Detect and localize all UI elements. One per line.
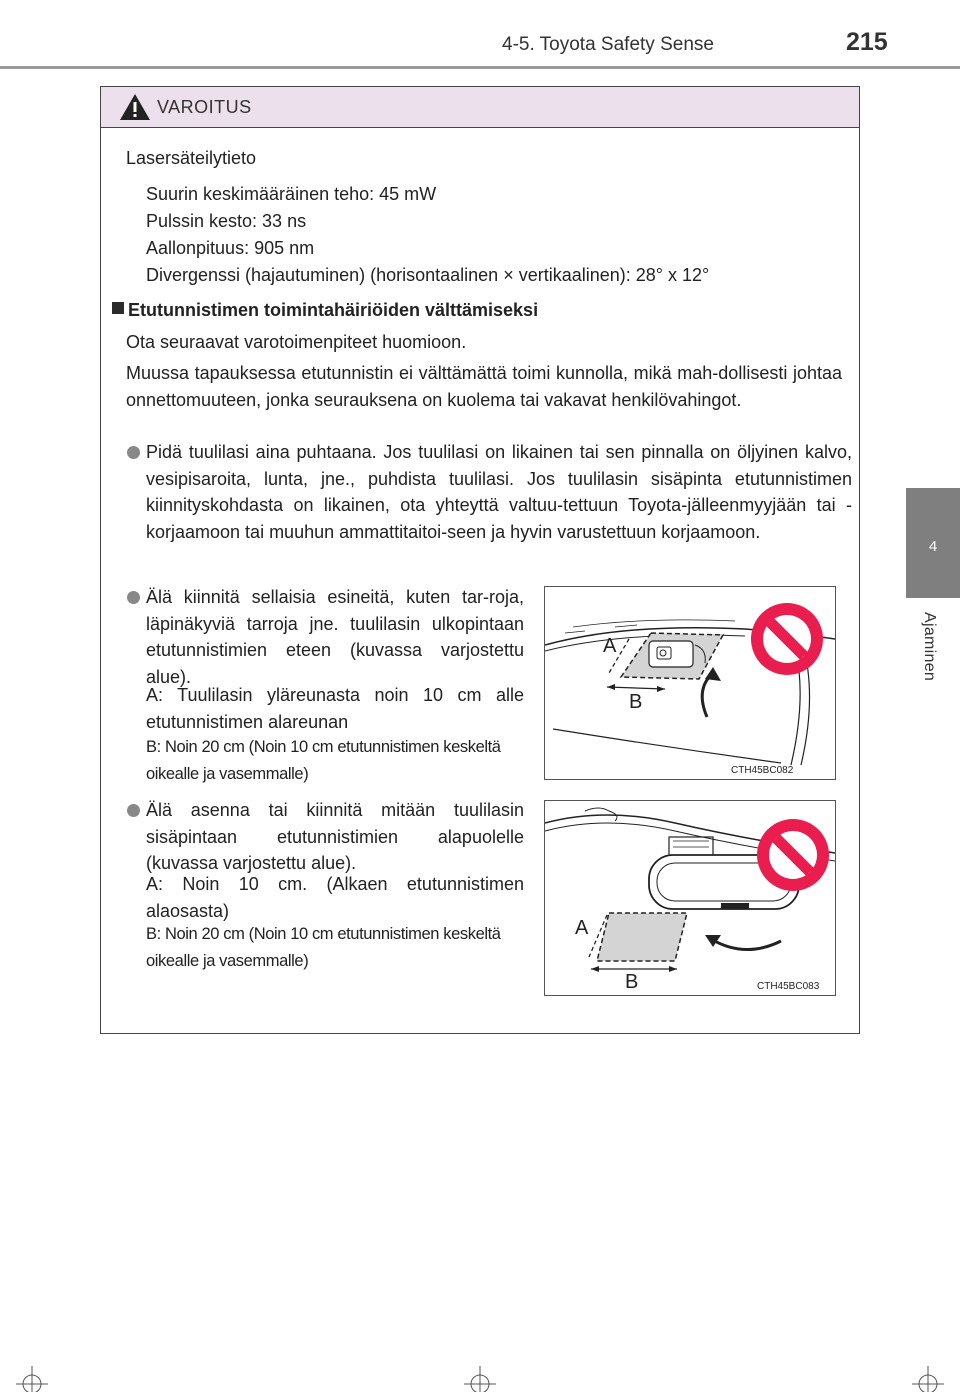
warning-triangle-icon — [119, 93, 151, 121]
figure-label-b: B — [629, 691, 643, 713]
section-paragraph: Muussa tapauksessa etutunnistin ei välttämättä toimi kunnolla, mikä mah-dollisesti johtaa onnettomuuteen, jonka seurauksena on kuolema tai vakavat henkilövahingot. — [126, 363, 842, 410]
header-rule — [0, 66, 960, 69]
bullet-icon — [127, 591, 140, 604]
bullet-icon — [127, 804, 140, 817]
laser-info-heading: Lasersäteilytieto — [126, 148, 257, 168]
laser-info-line: Divergenssi (hajautuminen) (horisontaalinen × vertikaalinen): 28° x 12° — [146, 265, 710, 285]
bullet-note-a: A: Noin 10 cm. (Alkaen etutunnistimen alaosasta) — [146, 874, 524, 921]
registration-mark-icon — [462, 1362, 498, 1392]
section-intro: Ota seuraavat varotoimenpiteet huomioon. — [126, 332, 467, 352]
page-number: 215 — [846, 28, 888, 56]
figure-label-a: A — [575, 917, 589, 939]
section-heading: Etutunnistimen toimintahäiriöiden välttämiseksi — [128, 300, 539, 320]
bullet-note-b: B: Noin 20 cm (Noin 10 cm etutunnistimen keskeltä oikealle ja vasemmalle) — [146, 738, 501, 783]
warning-header — [101, 87, 859, 128]
section-square-icon — [112, 302, 124, 314]
laser-info-line: Aallonpituus: 905 nm — [146, 238, 315, 258]
laser-info-line: Suurin keskimääräinen teho: 45 mW — [146, 184, 437, 204]
chapter-label: Ajaminen — [921, 612, 938, 682]
bullet-note-a: A: Tuulilasin yläreunasta noin 10 cm alle etutunnistimen alareunan — [146, 685, 524, 732]
registration-mark-icon — [14, 1362, 50, 1392]
bullet-text: Pidä tuulilasi aina puhtaana. Jos tuulilasi on likainen tai sen pinnalla on öljyinen kalvo, vesipisaroita, lunta, jne., puhdista tuulilasi. Jos tuulilasin sisäpinta etutunnistimen kiinnityskohdasta on likainen, ota yhteyttä valtuu-tettuun Toyota-jälleenmyyjään tai -korjaamoon tai muuhun ammattitaitoi-seen ja hyvin varustettuun korjaamoon. — [146, 442, 852, 542]
laser-info-line: Pulssin kesto: 33 ns — [146, 211, 307, 231]
bullet-icon — [127, 446, 140, 459]
mirror-illustration — [545, 801, 835, 995]
figure-code: CTH45BC082 — [731, 765, 794, 776]
bullet-note-b: B: Noin 20 cm (Noin 10 cm etutunnistimen keskeltä oikealle ja vasemmalle) — [146, 925, 501, 970]
bullet-text: Älä asenna tai kiinnitä mitään tuulilasin sisäpintaan etutunnistimien alapuolelle (kuvassa varjostettu alue). — [146, 800, 524, 873]
figure-label-b: B — [625, 971, 639, 993]
chapter-number: 4 — [928, 538, 938, 555]
figure-code: CTH45BC083 — [757, 981, 820, 992]
registration-mark-icon — [910, 1362, 946, 1392]
figure-windshield-inside — [544, 800, 836, 996]
warning-title: VAROITUS — [157, 97, 252, 117]
header-section-title: 4-5. Toyota Safety Sense — [502, 34, 714, 55]
windshield-illustration — [545, 587, 835, 779]
figure-label-a: A — [603, 635, 617, 657]
bullet-text: Älä kiinnitä sellaisia esineitä, kuten tar-roja, läpinäkyviä tarroja jne. tuulilasin ulkopintaan etutunnistimien eteen (kuvassa varjostettu alue). — [146, 587, 524, 687]
figure-windshield-outside — [544, 586, 836, 780]
